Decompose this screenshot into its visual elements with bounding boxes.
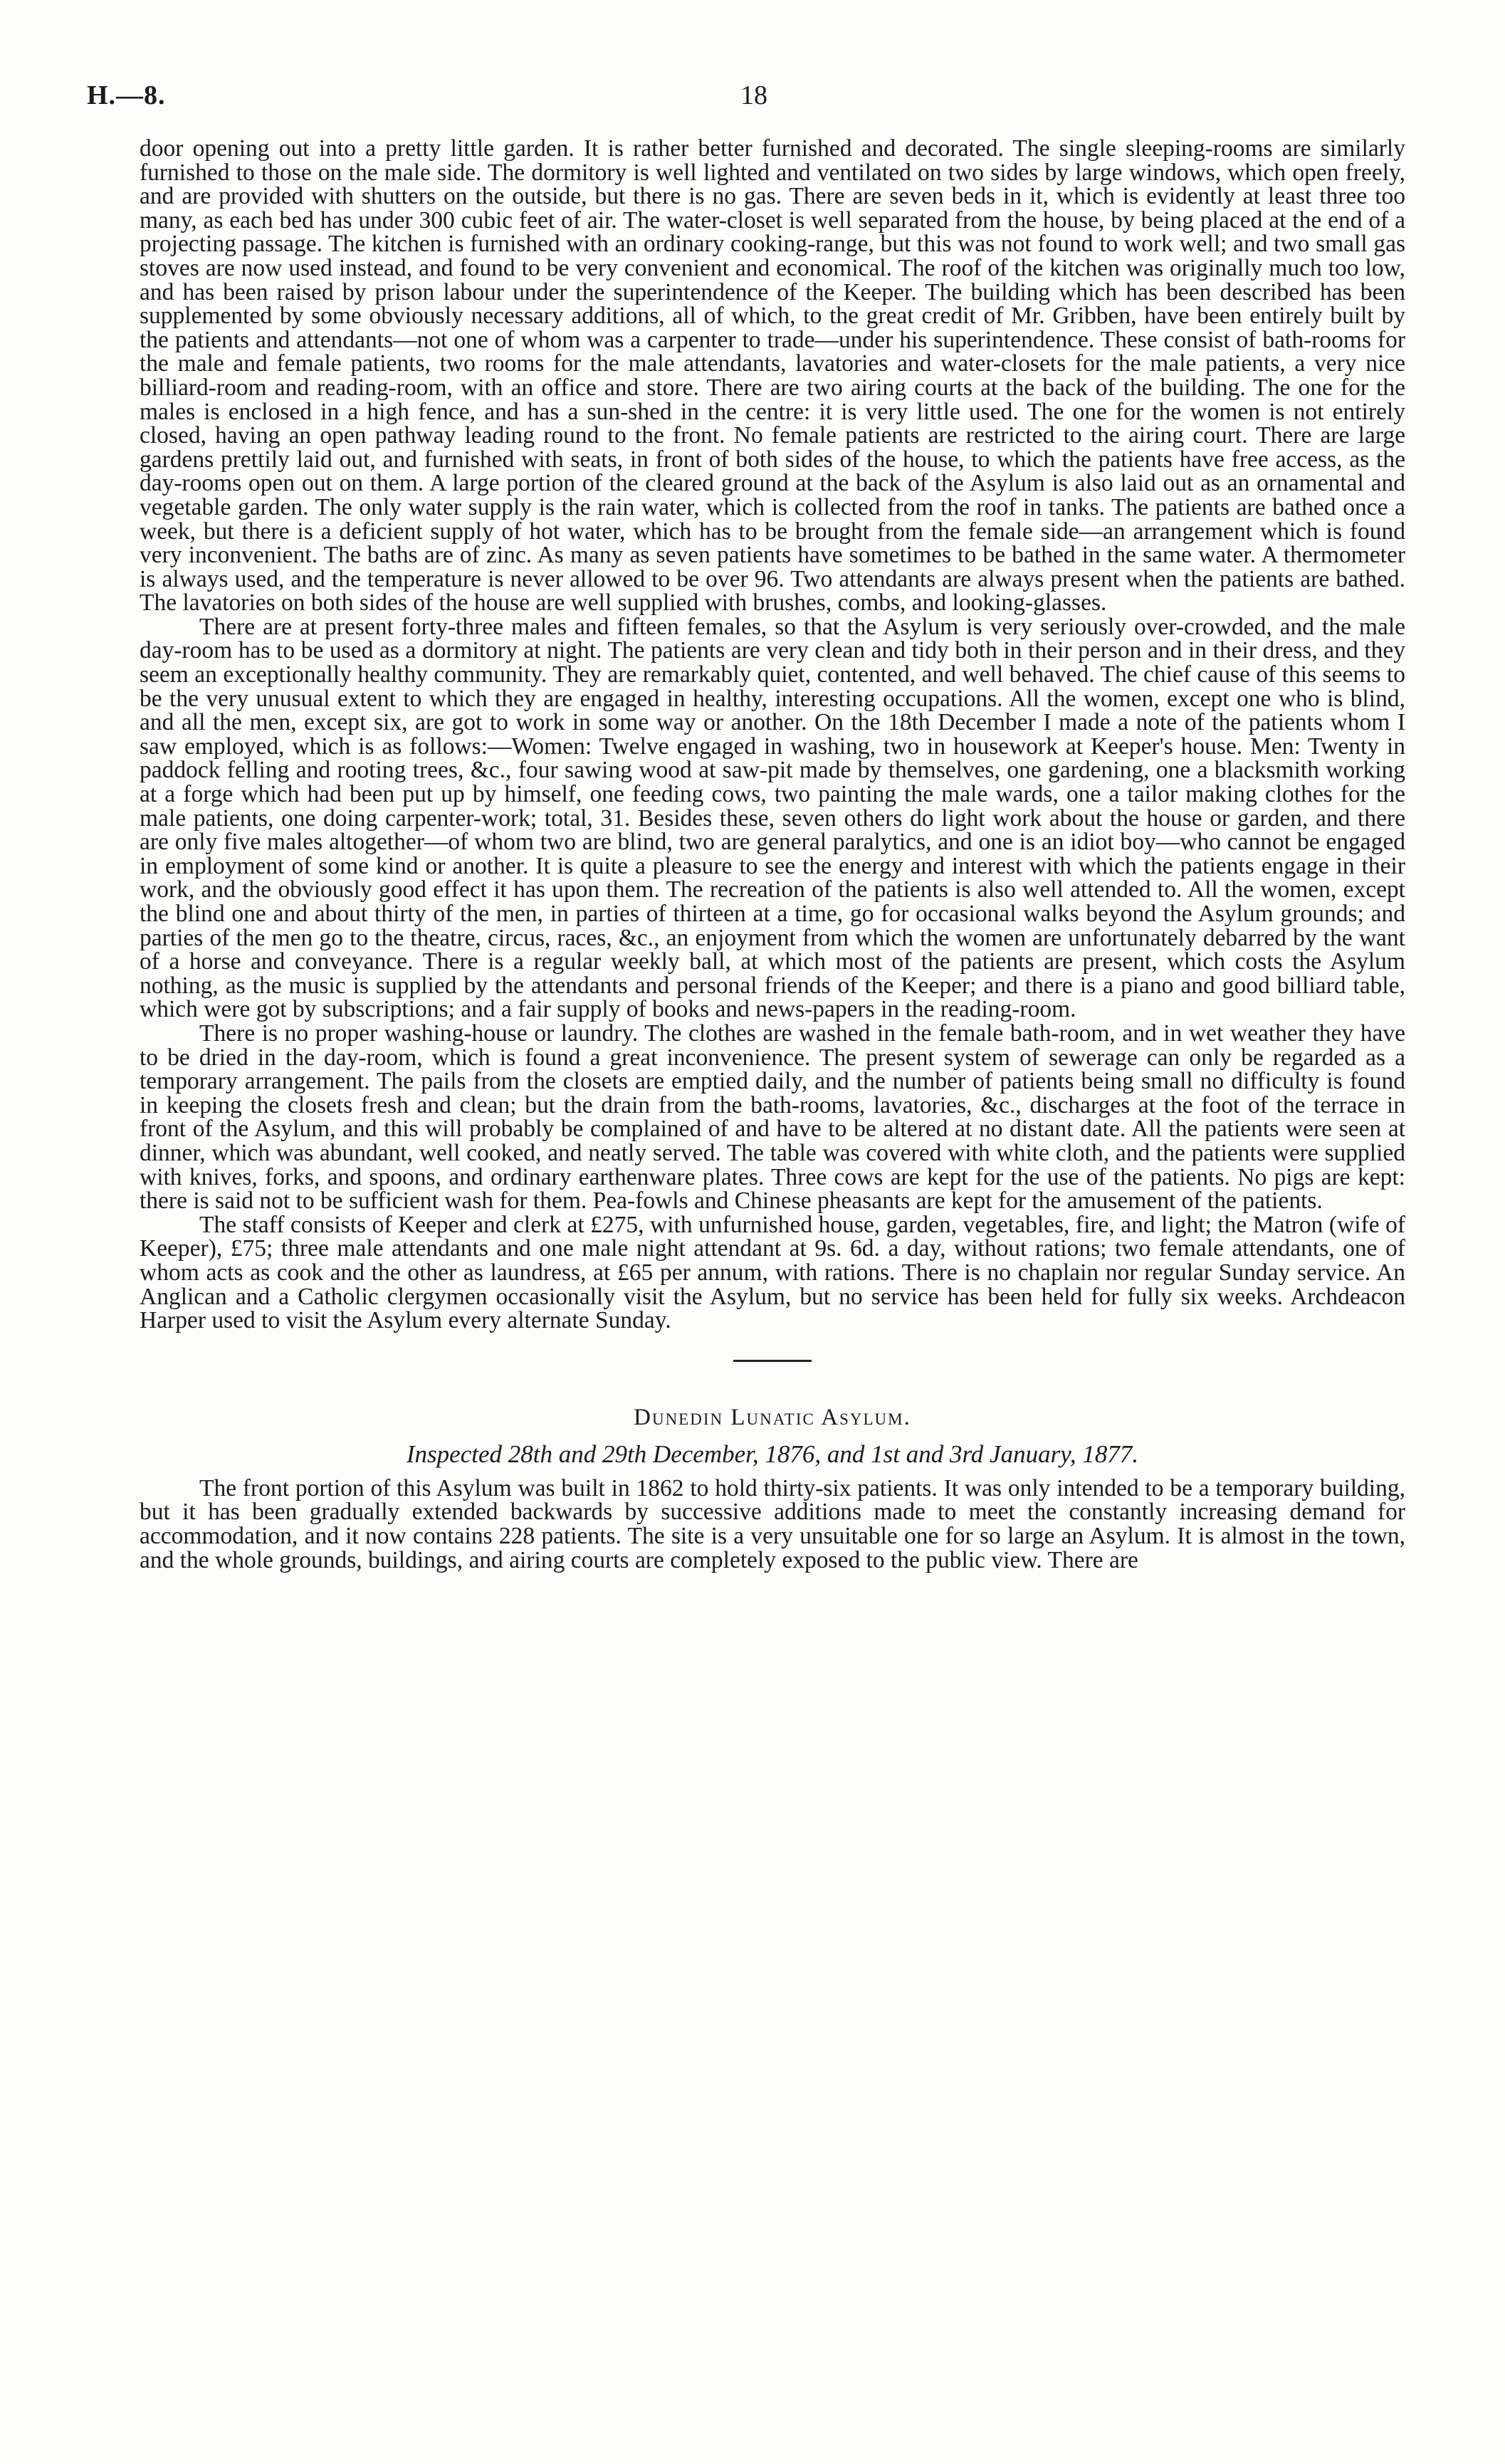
page-number: 18 bbox=[740, 80, 767, 110]
body-text bbox=[140, 137, 1405, 1572]
section-divider bbox=[733, 1360, 812, 1362]
paragraph-patients: There are at present forty-three males and fifteen females, so that the Asylum is very seriously over-crowded, and the male day-room has to be used as a dormitory at night. The patients are very clean and tidy both in their person and in their dress, and they seem an exceptionally healthy community. They are remarkably quiet, contented, and well behaved. The chief cause of this seems to be the very unusual extent to which they are engaged in healthy, interesting occupations. All the women, except one who is blind, and all the men, except six, are got to work in some way or another. On the 18th December I made a note of the patients whom I saw employed, which is as follows:—Women: Twelve engaged in washing, two in housework at Keeper's house. Men: Twenty in paddock felling and rooting trees, &c., four sawing wood at saw-pit made by themselves, one gardening, one a blacksmith working at a forge which had been put up by himself, one feeding cows, two painting the male wards, one a tailor making clothes for the male patients, one doing carpenter-work; total, 31. Besides these, seven others do light work about the house or garden, and there are only five males altogether—of whom two are blind, two are general paralytics, and one is an idiot boy—who cannot be engaged in employment of some kind or another. It is quite a pleasure to see the energy and interest with which the patients engage in their work, and the obviously good effect it has upon them. The recreation of the patients is also well attended to. All the women, except the blind one and about thirty of the men, in parties of thirteen at a time, go for occasional walks beyond the Asylum grounds; and parties of the men go to the theatre, circus, races, &c., an enjoyment from which the women are unfortunately debarred by the want of a horse and conveyance. There is a regular weekly ball, at which most of the patients are present, which costs the Asylum nothing, as the music is supplied by the attendants and personal friends of the Keeper; and there is a piano and good billiard table, which were got by subscriptions; and a fair supply of books and news-papers in the reading-room. bbox=[140, 613, 1405, 1023]
paragraph-dunedin: The front portion of this Asylum was built in 1862 to hold thirty-six patients. It was only intended to be a temporary building, but it has been gradually extended backwards by successive additions made to meet the constantly increasing demand for accommodation, and it now contains 228 patients. The site is a very unsuitable one for so large an Asylum. It is almost in the town, and the whole grounds, buildings, and airing courts are completely exposed to the public view. There are bbox=[140, 1474, 1405, 1573]
page-header bbox=[87, 80, 1405, 125]
paragraph-continued: door opening out into a pretty little garden. It is rather better furnished and decorated. The single sleeping-rooms are similarly furnished to those on the male side. The dormitory is well lighted and ventilated on two sides by large windows, which open freely, and are provided with shutters on the outside, but there is no gas. There are seven beds in it, which is evidently at least three too many, as each bed has under 300 cubic feet of air. The water-closet is well separated from the house, by being placed at the end of a projecting passage. The kitchen is furnished with an ordinary cooking-range, but this was not found to work well; and two small gas stoves are now used instead, and found to be very convenient and economical. The roof of the kitchen was originally much too low, and has been raised by prison labour under the superintendence of the Keeper. The building which has been described has been supplemented by some obviously necessary additions, all of which, to the great credit of Mr. Gribben, have been entirely built by the patients and attendants—not one of whom was a carpenter to trade—under his superintendence. These consist of bath-rooms for the male and female patients, two rooms for the male attendants, lavatories and water-closets for the male patients, a very nice billiard-room and reading-room, with an office and store. There are two airing courts at the back of the building. The one for the males is enclosed in a high fence, and has a sun-shed in the centre: it is very little used. The one for the women is not entirely closed, having an open pathway leading round to the front. No female patients are restricted to the airing court. There are large gardens prettily laid out, and furnished with seats, in front of both sides of the house, to which the patients have free access, as the day-rooms open out on them. A large portion of the cleared ground at the back of the Asylum is also laid out as an ornamental and vegetable garden. The only water supply is the rain water, which is collected from the roof in tanks. The patients are bathed once a week, but there is a deficient supply of hot water, which has to be brought from the female side—an arrangement which is found very inconvenient. The baths are of zinc. As many as seven patients have sometimes to be bathed in the same water. A thermometer is always used, and the temperature is never allowed to be over 96. Two attendants are always present when the patients are bathed. The lavatories on both sides of the house are well supplied with brushes, combs, and looking-glasses. bbox=[140, 135, 1405, 617]
section-title: Dunedin Lunatic Asylum. bbox=[634, 1404, 911, 1430]
document-page bbox=[87, 80, 1405, 1573]
document-reference: H.—8. bbox=[87, 80, 166, 110]
paragraph-laundry: There is no proper washing-house or laundry. The clothes are washed in the female bath-room, and in wet weather they have to be dried in the day-room, which is found a great inconvenience. The present system of sewerage can only be regarded as a temporary arrangement. The pails from the closets are emptied daily, and the number of patients being small no difficulty is found in keeping the closets fresh and clean; but the drain from the bath-rooms, lavatories, &c., discharges at the foot of the terrace in front of the Asylum, and this will probably be complained of and have to be altered at no distant date. All the patients were seen at dinner, which was abundant, well cooked, and neatly served. The table was covered with white cloth, and the patients were supplied with knives, forks, and spoons, and ordinary earthenware plates. Three cows are kept for the use of the patients. No pigs are kept: there is said not to be sufficient wash for them. Pea-fowls and Chinese pheasants are kept for the amusement of the patients. bbox=[140, 1019, 1405, 1215]
section-subtitle: Inspected 28th and 29th December, 1876, and 1st and 3rd January, 1877. bbox=[406, 1440, 1139, 1469]
paragraph-staff: The staff consists of Keeper and clerk at £275, with unfurnished house, garden, vegetables, fire, and light; the Matron (wife of Keeper), £75; three male attendants and one male night attendant at 9s. 6d. a day, without rations; two female attendants, one of whom acts as cook and the other as laundress, at £65 per annum, with rations. There is no chaplain nor regular Sunday service. An Anglican and a Catholic clergymen occasionally visit the Asylum, but no service has been held for fully six weeks. Archdeacon Harper used to visit the Asylum every alternate Sunday. bbox=[140, 1211, 1405, 1334]
